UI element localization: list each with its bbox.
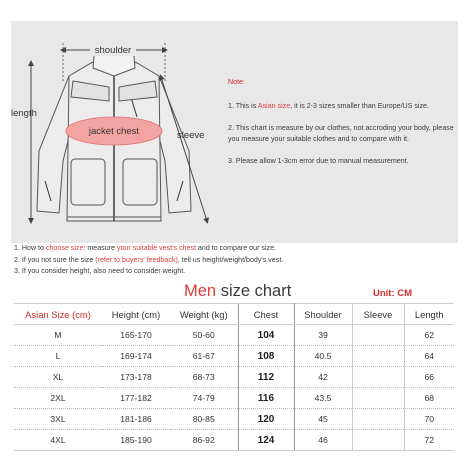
table-cell: 50-60	[170, 325, 238, 346]
table-cell: 185-190	[102, 430, 170, 451]
table-row	[14, 325, 454, 346]
length-label: length	[11, 108, 37, 119]
table-cell: 40.5	[294, 346, 352, 367]
table-cell: XL	[14, 367, 102, 388]
note-item: 3. Please allow 1-3cm error due to manual measurement.	[228, 157, 409, 165]
jacket-chest-label: jacket chest	[88, 126, 140, 137]
column-header: Weight (kg)	[170, 304, 238, 325]
notes-section	[228, 77, 460, 179]
chart-title: Men size chart	[184, 282, 292, 300]
column-header: Height (cm)	[102, 304, 170, 325]
instruction-line: 1. How to choose size: measure your suitable vest's chest and to compare our size.	[14, 244, 276, 252]
table-cell: 177-182	[102, 388, 170, 409]
table-cell: 42	[294, 367, 352, 388]
column-header: Chest	[238, 304, 294, 325]
sleeve-label: sleeve	[177, 130, 205, 141]
table-row	[14, 388, 454, 409]
table-cell: 112	[238, 367, 294, 388]
table-header-row	[14, 304, 454, 325]
size-table	[14, 303, 454, 451]
table-cell: 62	[404, 325, 454, 346]
table-cell: 86-92	[170, 430, 238, 451]
table-cell	[352, 367, 404, 388]
table-cell: L	[14, 346, 102, 367]
shoulder-label: shoulder	[94, 45, 132, 56]
table-cell: 70	[404, 409, 454, 430]
table-cell: 169-174	[102, 346, 170, 367]
instruction-line: 2. If you not sure the size (refer to buyers' feedback), tell us height/weight/body's vest.	[14, 255, 284, 264]
table-cell: 173-178	[102, 367, 170, 388]
size-instructions	[14, 243, 464, 278]
column-header: Sleeve	[352, 304, 404, 325]
table-cell: 104	[238, 325, 294, 346]
column-header: Shoulder	[294, 304, 352, 325]
unit-label: Unit: CM	[373, 288, 413, 299]
table-cell	[352, 430, 404, 451]
table-cell: 2XL	[14, 388, 102, 409]
table-row	[14, 409, 454, 430]
table-cell: 68-73	[170, 367, 238, 388]
table-cell: M	[14, 325, 102, 346]
table-cell: 66	[404, 367, 454, 388]
instruction-line: 3. If you consider height, also need to consider weight.	[14, 267, 186, 275]
table-cell: 43.5	[294, 388, 352, 409]
table-cell: 72	[404, 430, 454, 451]
table-cell: 39	[294, 325, 352, 346]
table-cell: 181-186	[102, 409, 170, 430]
table-cell: 108	[238, 346, 294, 367]
table-cell: 61-67	[170, 346, 238, 367]
table-row	[14, 367, 454, 388]
table-cell: 124	[238, 430, 294, 451]
table-cell: 64	[404, 346, 454, 367]
table-cell	[352, 325, 404, 346]
table-cell: 120	[238, 409, 294, 430]
table-cell	[352, 388, 404, 409]
table-cell: 80-85	[170, 409, 238, 430]
notes-title: Note:	[228, 78, 245, 86]
table-cell: 68	[404, 388, 454, 409]
table-cell: 165-170	[102, 325, 170, 346]
table-cell: 4XL	[14, 430, 102, 451]
note-item: 1. This is Asian size, it is 2-3 sizes smaller than Europe/US size.	[228, 101, 429, 110]
table-cell: 46	[294, 430, 352, 451]
table-cell	[352, 409, 404, 430]
table-cell: 116	[238, 388, 294, 409]
table-row	[14, 346, 454, 367]
table-row	[14, 430, 454, 451]
table-cell: 45	[294, 409, 352, 430]
column-header: Length	[404, 304, 454, 325]
note-item: 2. This chart is measure by our clothes, not accroding your body, please you measure your suitable clothes and to compare with it.	[228, 124, 454, 143]
column-header: Asian Size (cm)	[14, 304, 102, 325]
table-cell: 3XL	[14, 409, 102, 430]
table-cell	[352, 346, 404, 367]
table-cell: 74-79	[170, 388, 238, 409]
